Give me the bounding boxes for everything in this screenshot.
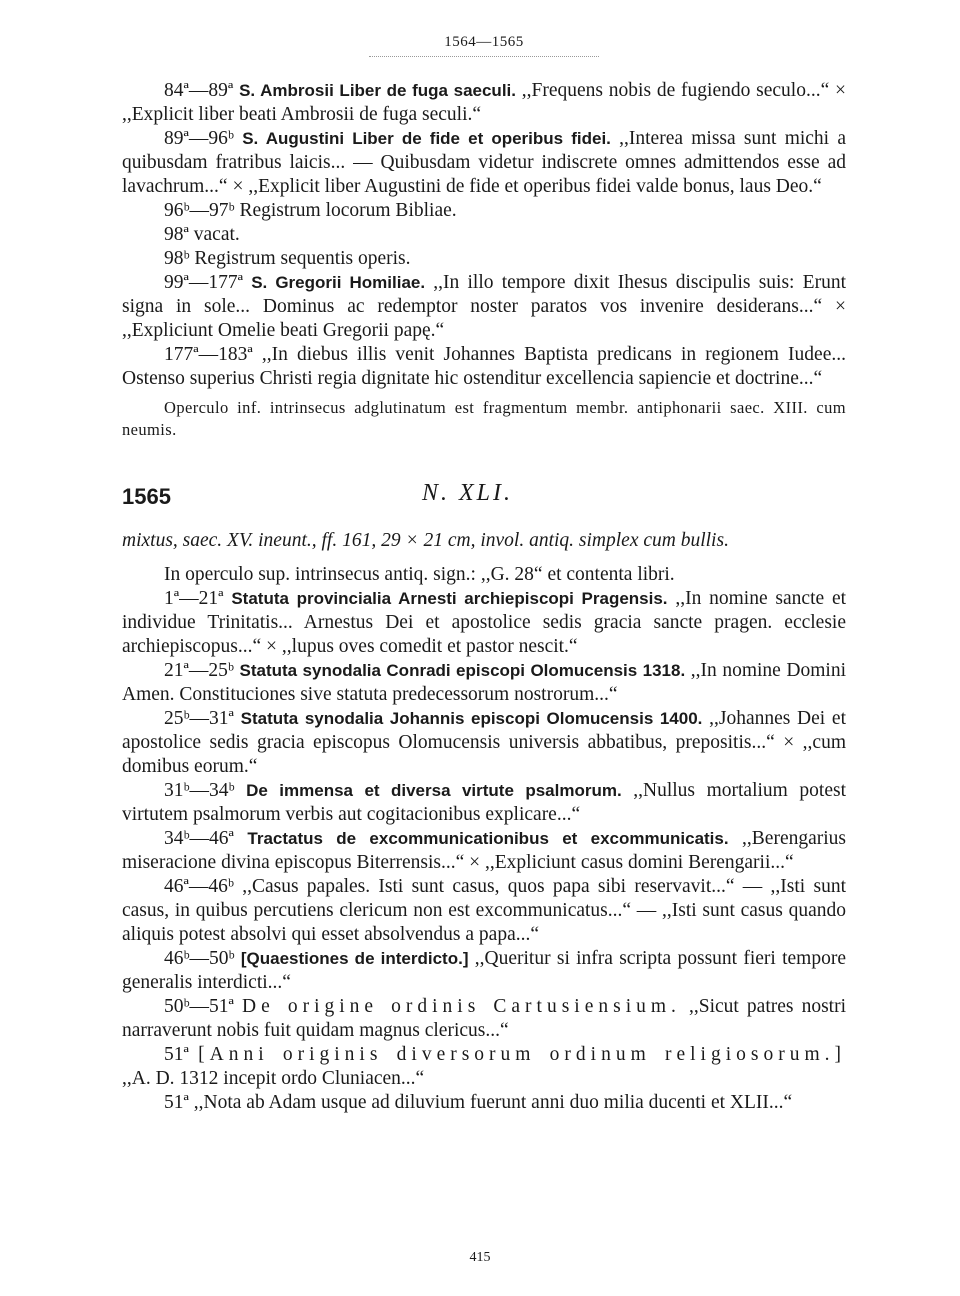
item-text: ,,In nomine sancte et individue Trinitatis... Arnestus Dei et apostolice sedis gracia sancte pragen. ecclesie archiepiscopus...“ × ,,lupus oves comedit et pastor nescit.“: [122, 588, 847, 657]
item-text: ,,In illo tempore dixit Ihesus discipulis suis: Erunt signa in sole... Dominus ac redemptor noster paratos vos invenire desiderans...“ × ,,Expliciunt Omelie beati Gregorii papę.“: [122, 272, 846, 341]
item-text: ,,Queritur si infra scripta possunt fieri tempore generalis interdicti...“: [122, 948, 846, 993]
list-item: [122, 343, 846, 391]
list-item: [122, 827, 846, 875]
folio-ref: 25ᵇ—31ª: [164, 708, 234, 729]
item-title: Statuta synodalia Johannis episcopi Olomucensis 1400.: [240, 709, 703, 728]
entry-header: [122, 467, 846, 529]
folio-ref: 84ª—89ª: [164, 80, 234, 101]
list-item: [122, 199, 846, 223]
folio-ref: 96ᵇ—97ᵇ: [164, 200, 235, 221]
item-text: Registrum sequentis operis.: [189, 248, 411, 269]
entry-number: 1565: [122, 484, 171, 509]
folio-ref: 46ᵇ—50ᵇ: [164, 948, 235, 969]
item-title: De immensa et diversa virtute psalmorum.: [246, 781, 622, 800]
folio-ref: 34ᵇ—46ª: [164, 828, 234, 849]
entry-items: [122, 587, 846, 1115]
list-item: [122, 995, 846, 1043]
item-text: ,,Nota ab Adam usque ad diluvium fuerunt anni duo milia ducenti et XLII...“: [188, 1092, 793, 1113]
list-item: [122, 1043, 846, 1091]
item-text: ,,In diebus illis venit Johannes Baptista predicans in regionem Iudee... Ostenso superius Christi regia dignitate hic ostenditur excellencia sapiencie et doctrine...“: [122, 344, 846, 389]
list-item: [122, 79, 846, 127]
folio-ref: 1ª—21ª: [164, 588, 224, 609]
item-text: ,,Casus papales. Isti sunt casus, quos papa sibi reservavit...“ — ,,Isti sunt casus, in quibus percutiens clericum non est excommunicatus...“ — ,,Isti sunt casus quando aliquis potest absolvi qui esset absolvendus a papa...“: [122, 876, 846, 945]
item-text: ,,Interea missa sunt michi a quibusdam fratribus laicis... — Quibusdam videtur indiscrete omnes admittendos esse ad lavachrum...“ × ,,Explicit liber Augustini de fide et operibus fidei valde bonus, laus Deo.“: [122, 128, 847, 197]
folio-ref: 99ª—177ª: [164, 272, 244, 293]
folio-ref: 98ᵇ: [164, 248, 190, 269]
list-item: [122, 271, 846, 343]
note: Operculo inf. intrinsecus adglutinatum est fragmentum membr. antiphonarii saec. XIII. cum neumis.: [122, 398, 846, 439]
folio-ref: 51ª: [164, 1092, 189, 1113]
list-item: [122, 779, 846, 827]
item-text: ,,Sicut patres nostri narraverunt nobis fuit quidam magnus clericus...“: [122, 996, 846, 1041]
list-item: [122, 127, 846, 199]
list-item: [122, 587, 846, 659]
item-title: S. Ambrosii Liber de fuga saeculi.: [239, 81, 516, 100]
page-number: 415: [469, 1250, 491, 1265]
list-item: [122, 875, 846, 947]
document-page: [122, 30, 846, 1115]
entry-description: mixtus, saec. XV. ineunt., ff. 161, 29 × 21 cm, invol. antiq. simplex cum bullis.: [122, 530, 729, 551]
item-title: Statuta provincialia Arnesti archiepiscopi Pragensis.: [231, 589, 668, 608]
item-text: vacat.: [188, 224, 240, 245]
item-text: ,,In nomine Domini Amen. Constituciones sive statuta predecessorum nostrorum...“: [122, 660, 847, 705]
folio-ref: 31ᵇ—34ᵇ: [164, 780, 235, 801]
item-title: S. Gregorii Homiliae.: [251, 273, 426, 292]
list-item: [122, 659, 846, 707]
item-text: ,,Berengarius miseracione divina episcopus Biterrensis...“ × ,,Expliciunt casus domini Berengarii...“: [122, 828, 847, 873]
list-item: [122, 1091, 846, 1115]
folio-ref: 50ᵇ—51ª: [164, 996, 234, 1017]
list-item: [122, 247, 846, 271]
folio-ref: 89ª—96ᵇ: [164, 128, 234, 149]
entry-title: N. XLI.: [422, 480, 514, 506]
list-item: [122, 707, 846, 779]
item-title: [Quaestiones de interdicto.]: [240, 949, 469, 968]
item-title: S. Augustini Liber de fide et operibus fidei.: [242, 129, 611, 148]
folio-ref: 51ª: [164, 1044, 189, 1065]
item-title-spaced: [Anni originis diversorum ordinum religiosorum.]: [198, 1044, 847, 1065]
item-title: Tractatus de excommunicationibus et excommunicatis.: [247, 829, 729, 848]
item-text: ,,Frequens nobis de fugiendo seculo...“ × ,,Explicit liber beati Ambrosii de fuga seculi.“: [122, 80, 847, 125]
item-text: ,,Nullus mortalium potest virtutem psalmorum verbis aut cogitacionibus explicare...“: [122, 780, 846, 825]
item-text: ,,A. D. 1312 incepit ordo Cluniacen...“: [122, 1068, 425, 1089]
folio-ref: 21ª—25ᵇ: [164, 660, 234, 681]
folio-ref: 46ª—46ᵇ: [164, 876, 234, 897]
folio-ref: 98ª: [164, 224, 189, 245]
previous-entry: [122, 79, 846, 441]
item-text: ,,Johannes Dei et apostolice sedis gracia episcopus Olomucensis universis abbatibus, prepositis...“ × ,,cum domibus eorum.“: [122, 708, 847, 777]
list-item: [122, 947, 846, 995]
item-title: Statuta synodalia Conradi episcopi Olomucensis 1318.: [239, 661, 686, 680]
list-item: [122, 223, 846, 247]
folio-ref: 177ª—183ª: [164, 344, 253, 365]
item-text: Registrum locorum Bibliae.: [234, 200, 457, 221]
running-head: 1564—1565: [369, 30, 599, 57]
item-title-spaced: De origine ordinis Cartusiensium.: [242, 996, 681, 1017]
entry-intro: In operculo sup. intrinsecus antiq. sign.: ,,G. 28“ et contenta libri.: [164, 564, 675, 585]
